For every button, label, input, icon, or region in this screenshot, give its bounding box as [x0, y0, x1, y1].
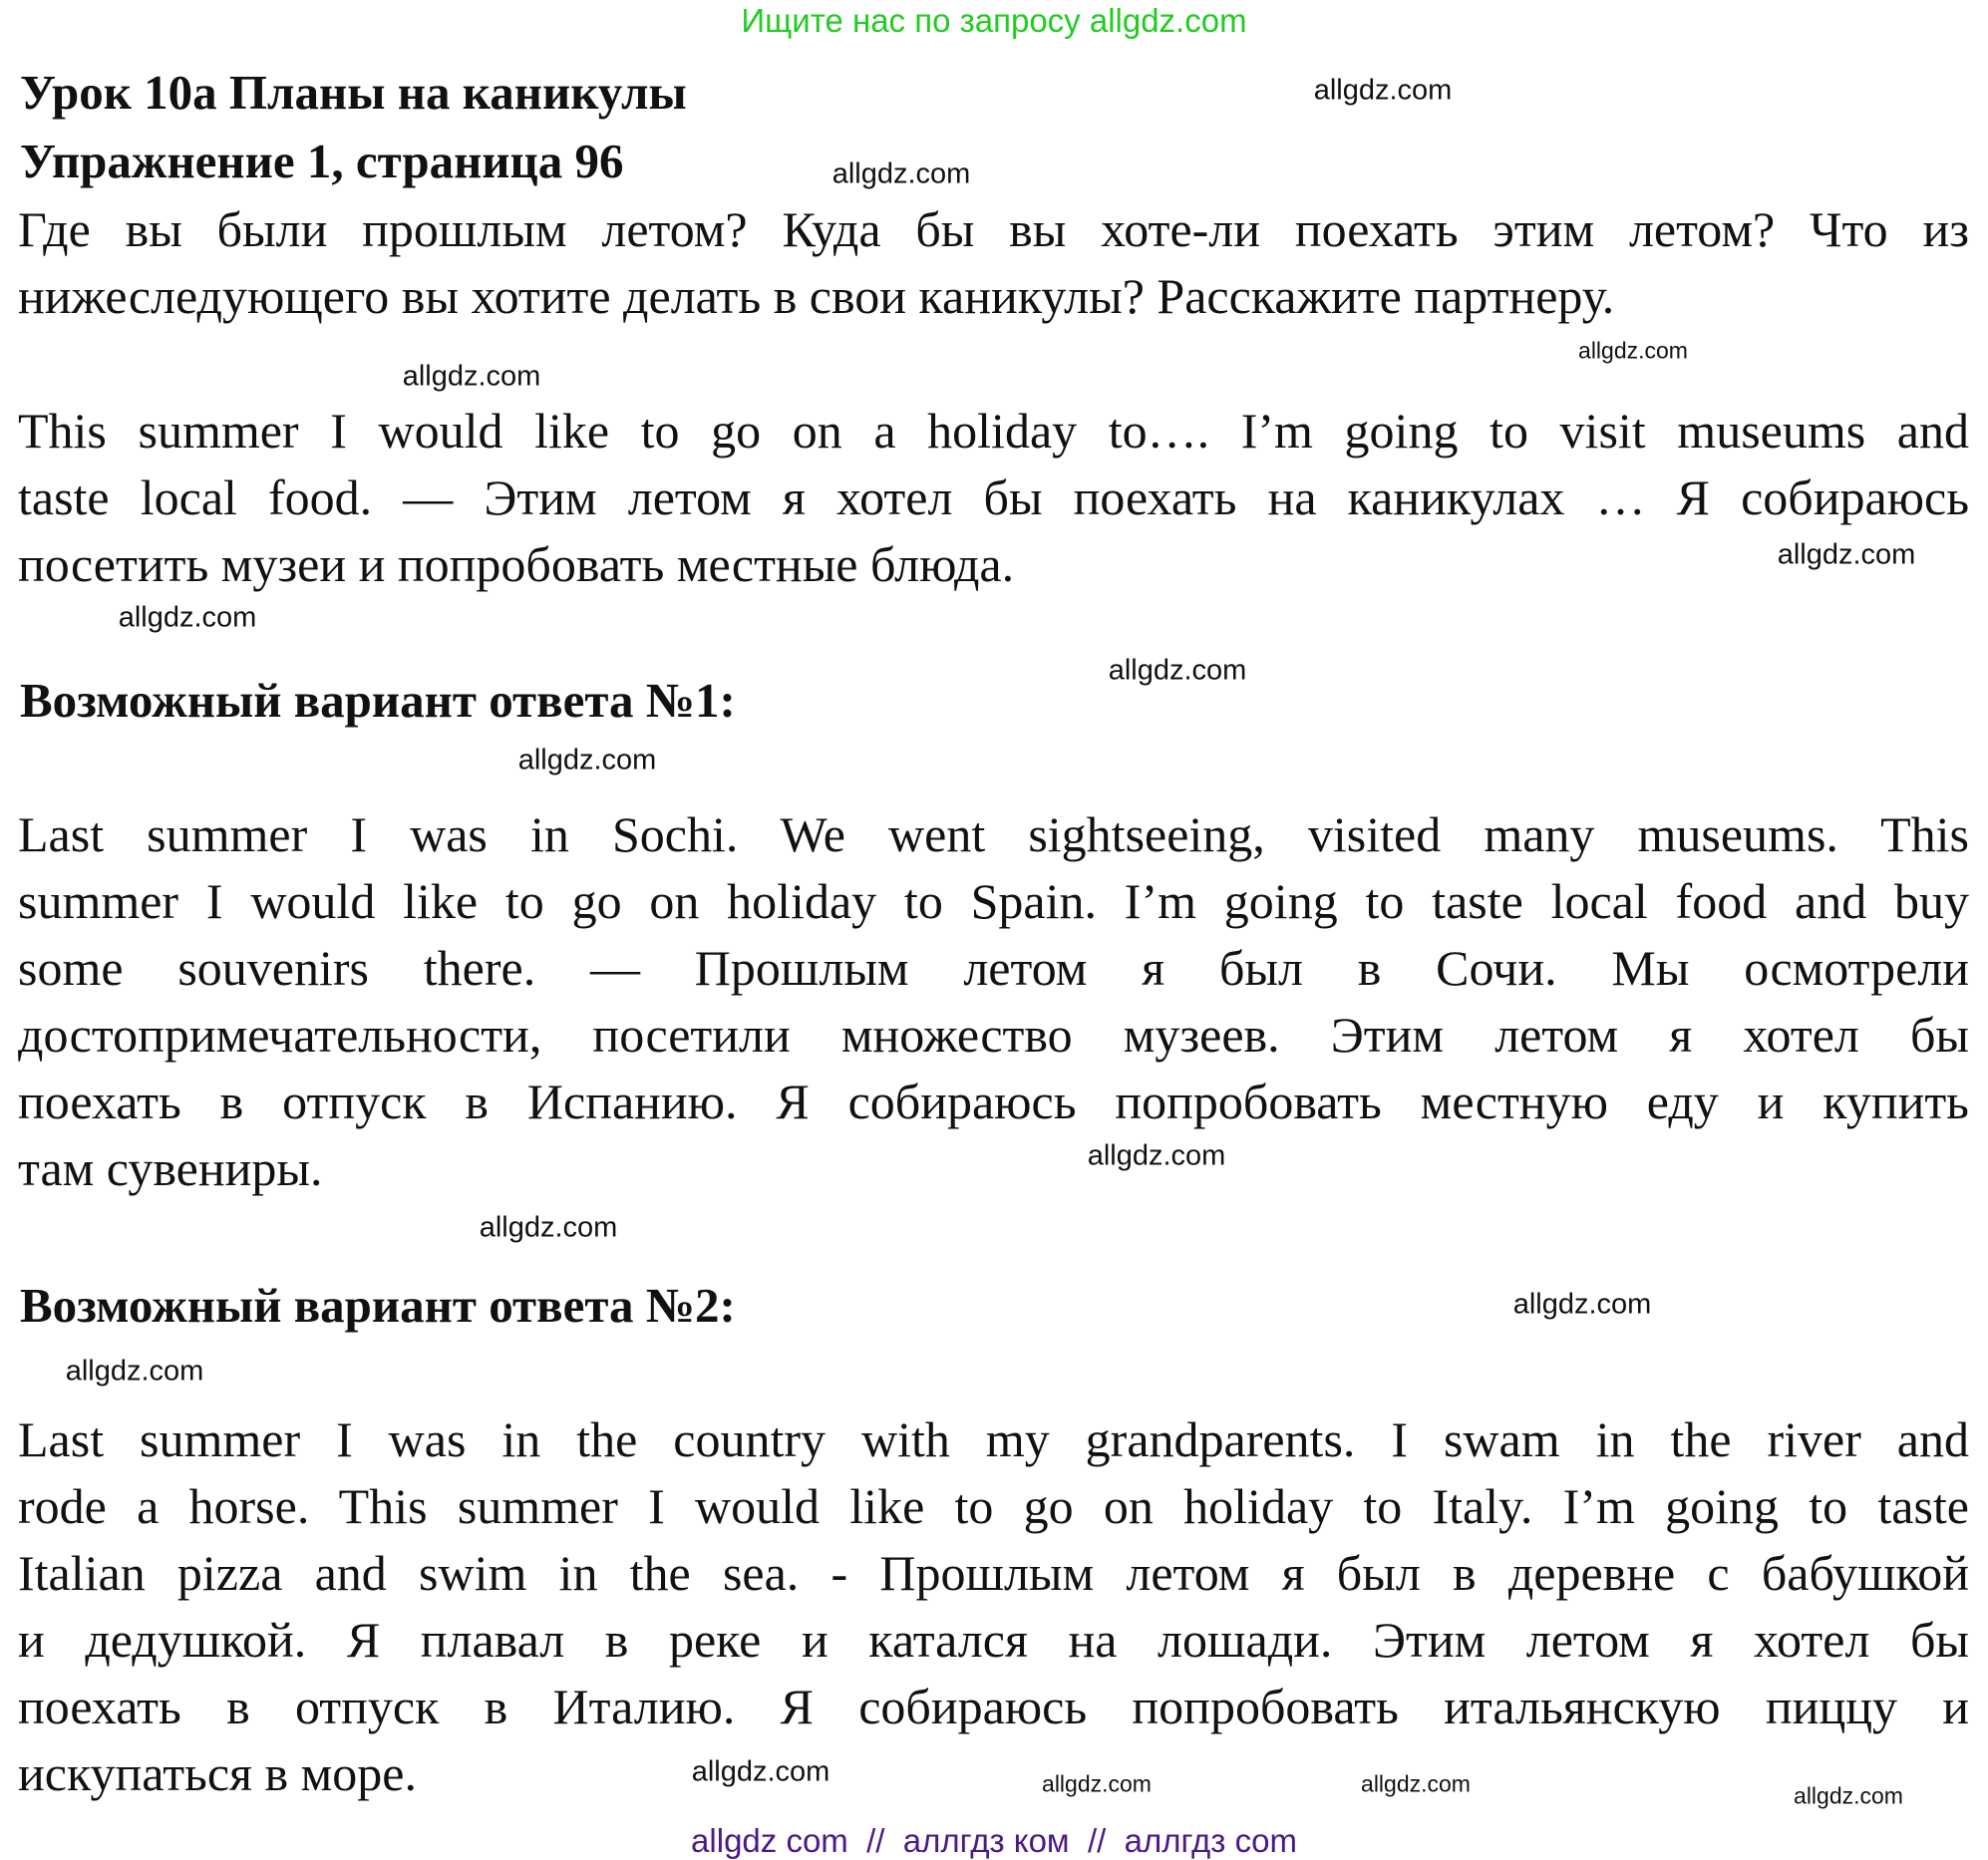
exercise-title: Упражнение 1, страница 96 [20, 134, 624, 188]
text-line: поехать в отпуск в Испанию. Я собираюсь попробовать местную еду и купить [18, 1074, 1969, 1129]
text-line: поехать в отпуск в Италию. Я собираюсь попробовать итальянскую пиццу и [18, 1679, 1969, 1734]
text-line: Last summer I was in the country with my grandparents. I swam in the river and [18, 1411, 1969, 1467]
watermark: allgdz.com [1042, 1770, 1152, 1797]
watermark: allgdz.com [118, 601, 257, 634]
watermark: allgdz.com [402, 360, 541, 393]
text-line: Где вы были прошлым летом? Куда бы вы хоте-ли поехать этим летом? Что из [18, 201, 1969, 257]
watermark: allgdz.com [1512, 1288, 1652, 1321]
text-line: summer I would like to go on holiday to Spain. I’m going to taste local food and buy [18, 873, 1969, 929]
watermark: allgdz.com [831, 157, 971, 190]
question-paragraph [18, 196, 1969, 330]
text-line: достопримечательности, посетили множество музеев. Этим летом я хотел бы [18, 1007, 1969, 1063]
text-line: нижеследующего вы хотите делать в свои каникулы? Расскажите партнеру. [18, 268, 1615, 324]
watermark: allgdz.com [1313, 74, 1453, 107]
text-line: и дедушкой. Я плавал в реке и катался на лошади. Этим летом я хотел бы [18, 1612, 1969, 1668]
watermark: allgdz.com [517, 744, 657, 776]
text-line: taste local food. — Этим летом я хотел бы поехать на каникулах … Я собираюсь [18, 469, 1969, 525]
text-line: посетить музеи и попробовать местные блюда. [18, 536, 1015, 592]
text-line: там сувениры. [18, 1140, 323, 1196]
watermark: allgdz.com [479, 1211, 618, 1244]
text-line: rode a horse. This summer I would like to go on holiday to Italy. I’m going to taste [18, 1478, 1969, 1534]
watermark: allgdz.com [1578, 337, 1688, 364]
text-line: искупаться в море. [18, 1745, 417, 1801]
example-paragraph [18, 398, 1969, 598]
watermark: allgdz.com [1794, 1782, 1903, 1809]
answer1-heading: Возможный вариант ответа №1: [20, 673, 736, 728]
text-line: Last summer I was in Sochi. We went sightseeing, visited many museums. This [18, 806, 1969, 862]
watermark: allgdz.com [1361, 1770, 1471, 1797]
watermark: allgdz.com [65, 1355, 204, 1388]
text-line: Italian pizza and swim in the sea. - Прошлым летом я был в деревне с бабушкой [18, 1545, 1969, 1601]
text-line: This summer I would like to go on a holiday to…. I’m going to visit museums and [18, 403, 1969, 459]
lesson-title: Урок 10а Планы на каникулы [20, 65, 687, 120]
answer1-paragraph [18, 801, 1969, 1202]
answer2-paragraph [18, 1406, 1969, 1807]
answer2-heading: Возможный вариант ответа №2: [20, 1278, 736, 1333]
text-line: some souvenirs there. — Прошлым летом я был в Сочи. Мы осмотрели [18, 940, 1969, 996]
top-banner: Ищите нас по запросу allgdz.com [741, 2, 1247, 39]
watermark: allgdz.com [1087, 1139, 1226, 1172]
footer-links: allgdz com // аллгдз ком // аллгдз com [691, 1822, 1297, 1859]
watermark: allgdz.com [1108, 654, 1247, 687]
watermark: allgdz.com [691, 1755, 830, 1788]
watermark: allgdz.com [1777, 538, 1916, 571]
